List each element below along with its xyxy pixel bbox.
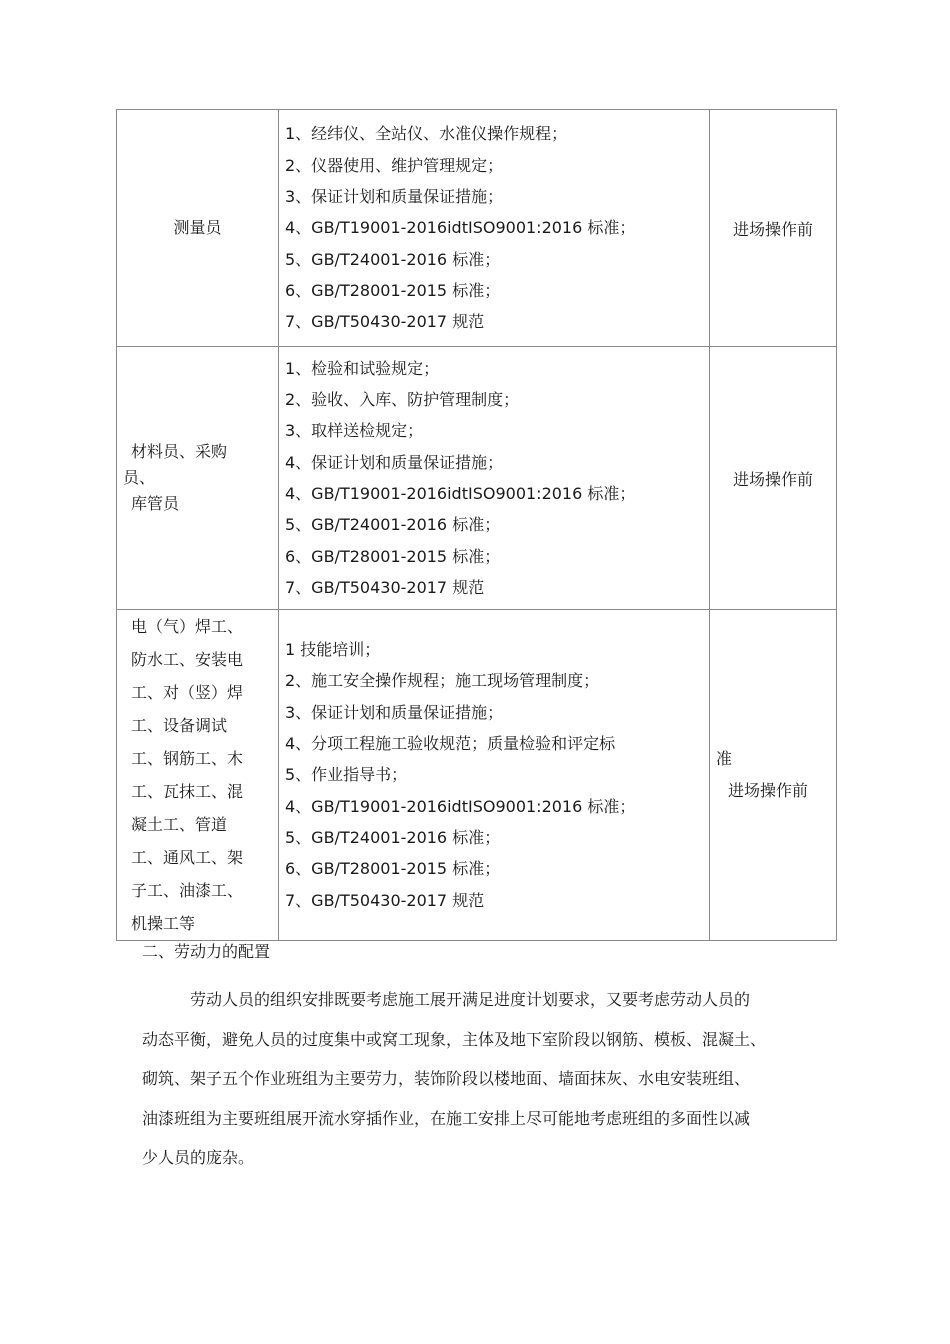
role-line: 测量员 bbox=[173, 218, 222, 237]
items-cell bbox=[279, 110, 710, 347]
list-item: 4、保证计划和质量保证措施； bbox=[285, 452, 504, 472]
paragraph-line: 油漆班组为主要班组展开流水穿插作业，在施工安排上尽可能地考虑班组的多面性以减 bbox=[142, 1108, 751, 1128]
list-item: 2、验收、入库、防护管理制度； bbox=[285, 390, 520, 410]
list-item: 2、仪器使用、维护管理规定； bbox=[285, 155, 504, 175]
list-item: 5、GB/T24001-2016 标准； bbox=[285, 249, 501, 269]
paragraph-line: 少人员的庞杂。 bbox=[142, 1148, 255, 1167]
list-item: 2、施工安全操作规程；施工现场管理制度； bbox=[285, 671, 600, 691]
table-row bbox=[117, 347, 837, 610]
items-cell bbox=[279, 610, 710, 941]
list-item: 5、作业指导书； bbox=[285, 765, 408, 785]
list-item: 3、保证计划和质量保证措施； bbox=[285, 187, 504, 207]
timing-cell bbox=[710, 610, 837, 941]
list-item: 4、GB/T19001-2016idtISO9001:2016 标准； bbox=[285, 484, 636, 503]
list-item: 1 技能培训； bbox=[285, 640, 381, 660]
list-item: 4、分项工程施工验收规范；质量检验和评定标 bbox=[285, 734, 616, 754]
role-line: 材料员、采购 bbox=[131, 442, 228, 461]
role-line: 凝土工、管道 bbox=[131, 815, 228, 834]
role-line: 工、通风工、架 bbox=[131, 848, 244, 867]
list-item: 1、检验和试验规定； bbox=[285, 358, 440, 378]
role-line: 电（气）焊工、 bbox=[131, 617, 244, 636]
list-item: 6、GB/T28001-2015 标准； bbox=[285, 280, 501, 300]
role-line: 防水工、安装电 bbox=[131, 650, 244, 669]
section-title: 二、劳动力的配置 bbox=[142, 942, 271, 961]
list-item: 7、GB/T50430-2017 规范 bbox=[285, 890, 485, 910]
list-item: 3、取样送检规定； bbox=[285, 421, 424, 441]
table-row bbox=[117, 110, 837, 347]
carry-text: 准 bbox=[716, 749, 733, 768]
items-cell bbox=[279, 347, 710, 610]
list-item: 4、GB/T19001-2016idtISO9001:2016 标准； bbox=[285, 796, 636, 816]
list-item: 5、GB/T24001-2016 标准； bbox=[285, 515, 501, 535]
role-lines bbox=[173, 215, 221, 241]
role-line: 员、 bbox=[123, 468, 156, 487]
role-cell bbox=[117, 110, 279, 347]
list-item: 4、GB/T19001-2016idtISO9001:2016 标准； bbox=[285, 218, 636, 238]
role-lines bbox=[117, 610, 278, 940]
timing-cell: 进场操作前 bbox=[710, 110, 837, 347]
list-item: 5、GB/T24001-2016 标准； bbox=[285, 827, 501, 847]
role-lines bbox=[125, 439, 278, 517]
role-cell bbox=[117, 347, 279, 610]
paragraph-line: 砌筑、架子五个作业班组为主要劳力，装饰阶段以楼地面、墙面抹灰、水电安装班组、 bbox=[142, 1069, 751, 1088]
role-line: 子工、油漆工、 bbox=[131, 881, 244, 900]
list-item: 7、GB/T50430-2017 规范 bbox=[285, 577, 485, 597]
role-line: 工、对（竖）焊 bbox=[131, 683, 244, 702]
list-item: 7、GB/T50430-2017 规范 bbox=[285, 312, 485, 332]
list-item: 6、GB/T28001-2015 标准； bbox=[285, 546, 501, 566]
list-item: 6、GB/T28001-2015 标准； bbox=[285, 859, 501, 879]
timing-label: 进场操作前 bbox=[728, 781, 809, 800]
list-item: 1、经纬仪、全站仪、水准仪操作规程； bbox=[285, 124, 568, 144]
role-cell bbox=[117, 610, 279, 941]
training-table bbox=[116, 109, 837, 941]
role-line: 工、钢筋工、木 bbox=[131, 749, 244, 768]
list-item: 3、保证计划和质量保证措施； bbox=[285, 702, 504, 722]
role-line: 库管员 bbox=[131, 494, 180, 513]
paragraph-line: 动态平衡，避免人员的过度集中或窝工现象，主体及地下室阶段以钢筋、模板、混凝土、 bbox=[142, 1029, 767, 1049]
role-line: 工、瓦抹工、混 bbox=[131, 782, 244, 801]
role-line: 机操工等 bbox=[131, 914, 196, 933]
role-line: 工、设备调试 bbox=[131, 716, 228, 735]
table-row bbox=[117, 610, 837, 941]
timing-cell: 进场操作前 bbox=[710, 347, 837, 610]
paragraph-line: 劳动人员的组织安排既要考虑施工展开满足进度计划要求，又要考虑劳动人员的 bbox=[190, 990, 751, 1009]
body-paragraph bbox=[142, 980, 842, 1178]
